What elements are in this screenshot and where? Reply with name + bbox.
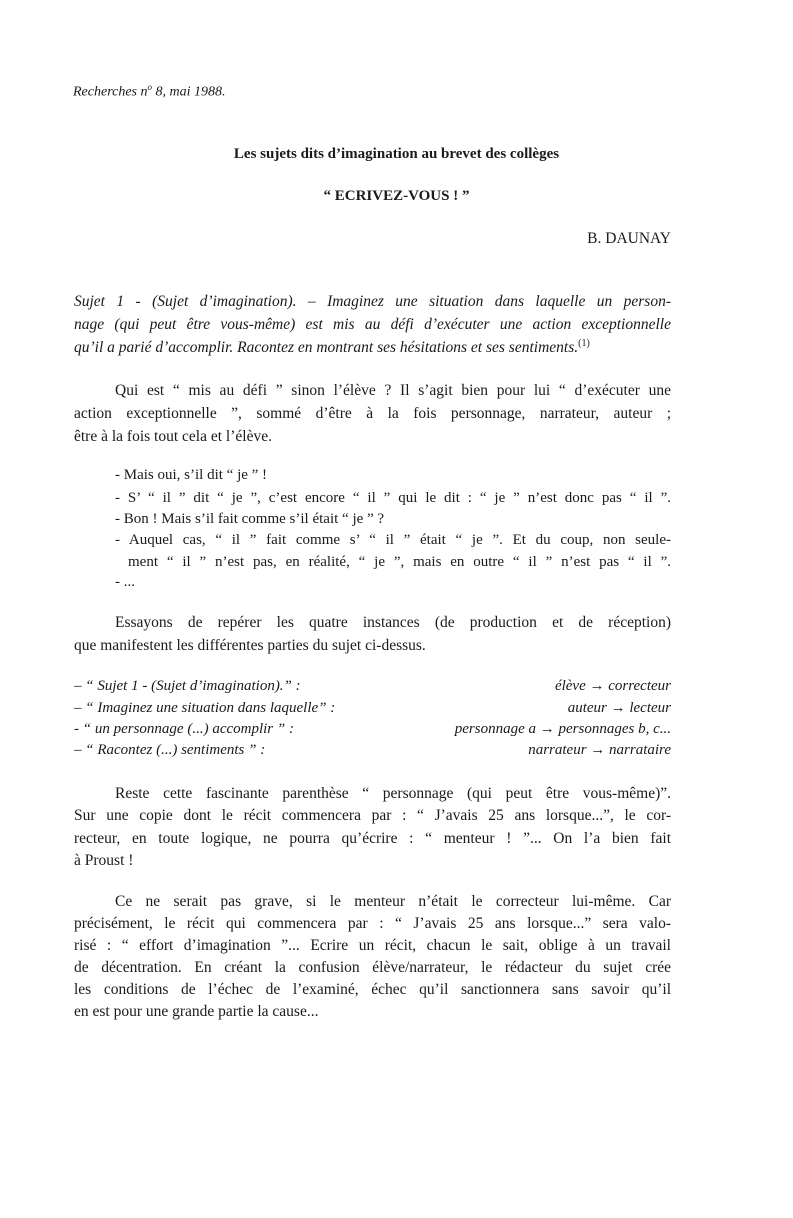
journal-number-sup: o (147, 82, 152, 92)
para4-line-6: en est pour une grande partie la cause... (74, 1003, 319, 1020)
list-item-3: - Bon ! Mais s’il fait comme s’il était “ je ” ? (115, 511, 385, 527)
list-item-2: - S’ “ il ” dit “ je ”, c’est encore “ il ” qui le dit : “ je ” n’est donc pas “ il ”. (115, 490, 671, 506)
para4-line-2: précisément, le récit qui commencera par : “ J’avais 25 ans lorsque...” sera valo- (74, 915, 671, 932)
mapping-left-2: – “ Imaginez une situation dans laquelle” : (74, 700, 336, 716)
author-name: B. DAUNAY (587, 230, 671, 247)
list-item-4-cont: ment “ il ” n’est pas, en réalité, “ je ”, mais en outre “ il ” n’est pas “ il ”. (128, 554, 671, 570)
footnote-ref: (1) (578, 338, 590, 349)
para3-line-4: à Proust ! (74, 852, 134, 869)
list-item-5: - ... (115, 574, 135, 590)
para3-line-1: Reste cette fascinante parenthèse “ personnage (qui peut être vous-même)”. (115, 785, 671, 802)
para4-line-3: risé : “ effort d’imagination ”... Ecrire un récit, chacun le sait, oblige à un travail (74, 937, 671, 954)
para4-line-4: de décentration. En créant la confusion élève/narrateur, le rédacteur du sujet crée (74, 959, 671, 976)
list-item-4: - Auquel cas, “ il ” fait comme s’ “ il ” était “ je ”. Et du coup, non seule- (115, 532, 671, 548)
para1-line-3: être à la fois tout cela et l’élève. (74, 428, 272, 445)
mapping-right-1: élève → correcteur (554, 678, 671, 694)
para2-line-2: que manifestent les différentes parties du sujet ci-dessus. (74, 637, 426, 654)
para3-line-3: recteur, en toute logique, ne pourra qu’écrire : “ menteur ! ”... On l’a bien fait (74, 830, 671, 847)
sujet-line-2: nage (qui peut être vous-même) est mis au défi d’exécuter une action exceptionnelle (74, 316, 671, 333)
para4-line-1: Ce ne serait pas grave, si le menteur n’était le correcteur lui-même. Car (115, 893, 671, 910)
mapping-left-3: - “ un personnage (...) accomplir ” : (74, 721, 294, 737)
para3-line-2: Sur une copie dont le récit commencera par : “ J’avais 25 ans lorsque...”, le cor- (74, 807, 671, 824)
mapping-left-4: – “ Racontez (...) sentiments ” : (74, 742, 266, 758)
mapping-right-2: auteur → lecteur (567, 700, 671, 716)
para1-line-1: Qui est “ mis au défi ” sinon l’élève ? Il s’agit bien pour lui “ d’exécuter une (115, 382, 671, 399)
para4-line-5: les conditions de l’échec de l’examiné, échec qu’il sanctionnera sans savoir qu’il (74, 981, 671, 998)
mapping-left-1: – “ Sujet 1 - (Sujet d’imagination).” : (74, 678, 301, 694)
journal-name: Recherches n (73, 84, 148, 100)
sujet-line-3: qu’il a parié d’accomplir. Racontez en montrant ses hésitations et ses sentiments.$^{(1)}$ (74, 338, 590, 357)
mapping-right-4: narrateur → narrataire (528, 742, 671, 758)
sujet-line-1: Sujet 1 - (Sujet d’imagination). – Imaginez une situation dans laquelle un person- (74, 293, 671, 310)
page-subtitle: “ ECRIVEZ-VOUS ! ” (323, 188, 470, 204)
para2-line-1: Essayons de repérer les quatre instances (de production et de réception) (115, 614, 671, 631)
journal-issue: 8, mai 1988. (152, 84, 226, 100)
page-title: Les sujets dits d’imagination au brevet des collèges (233, 146, 560, 162)
para1-line-2: action exceptionnelle ”, sommé d’être à la fois personnage, narrateur, auteur ; (74, 405, 671, 422)
journal-header (73, 82, 226, 101)
list-item-1: - Mais oui, s’il dit “ je ” ! (115, 467, 268, 483)
mapping-right-3: personnage a → personnages b, c... (454, 721, 671, 737)
